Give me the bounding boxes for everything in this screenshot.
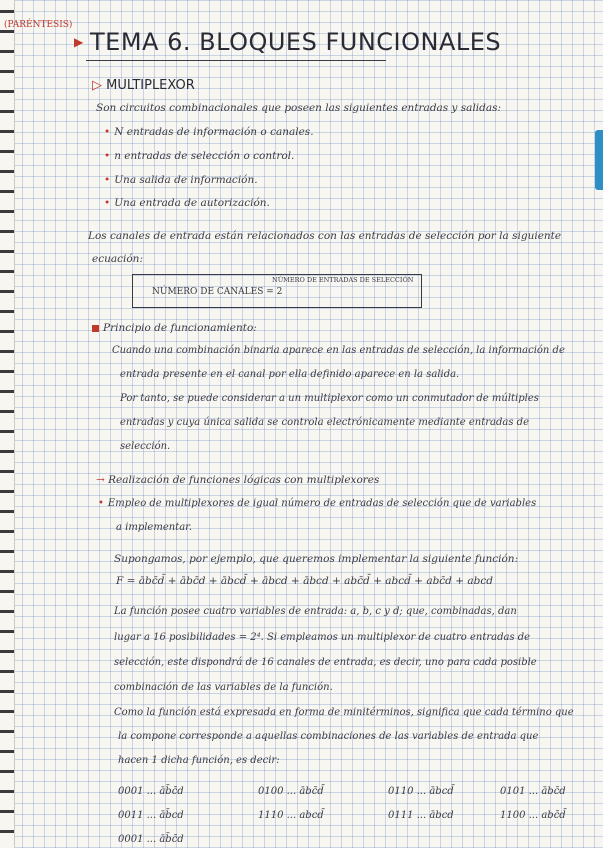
paragraph-line: La función posee cuatro variables de entrada: a, b, c y d; que, combinadas, dan (114, 606, 517, 617)
paragraph-line: Como la función está expresada en forma de minitérminos, significa que cada término que (114, 707, 574, 718)
minterm-cell: 0001 ... āb̄c̄d (118, 834, 184, 845)
bullet-item: • n entradas de selección o control. (104, 150, 295, 162)
square-bullet-icon (92, 325, 99, 332)
principle-line: entradas y cuya única salida se controla electrónicamente mediante entradas de (120, 417, 529, 428)
plus-sign: + (410, 575, 427, 587)
function-term: ābcd̄ (220, 575, 247, 587)
dot-bullet-icon: • (98, 498, 104, 509)
bullet-item: • Una salida de información. (104, 174, 258, 186)
dot-bullet-icon: • (104, 150, 111, 162)
function-term: abc̄d̄ (344, 575, 370, 587)
minterm-cell: 1110 ... abcd̄ (258, 810, 324, 821)
minterm-cell: 0001 ... āb̄c̄d (118, 786, 184, 797)
principle-line: Por tanto, se puede considerar a un multiplexor como un conmutador de múltiples (120, 393, 539, 404)
section-heading-multiplexor (92, 78, 195, 93)
minterm-cell: 0100 ... ābc̄d̄ (258, 786, 324, 797)
principle-heading: Principio de funcionamiento: (92, 322, 257, 334)
relation-line: Los canales de entrada están relacionados con las entradas de selección por la siguiente (88, 230, 562, 242)
bullet-item: • N entradas de información o canales. (104, 126, 314, 138)
formula-exponent: NÚMERO DE ENTRADAS DE SELECCIÓN (272, 276, 414, 284)
minterm-cell: 0111 ... ābcd (388, 810, 454, 821)
minterm-cell: 1100 ... abc̄d̄ (500, 810, 566, 821)
function-prefix: F = (116, 575, 136, 587)
plus-sign: + (246, 575, 262, 587)
plus-sign: + (287, 575, 304, 587)
plus-sign: + (328, 575, 345, 587)
arrow-bullet-icon: → (96, 474, 105, 486)
function-term: abc̄d (426, 575, 452, 587)
minterm-cell: 0101 ... ābc̄d (500, 786, 566, 797)
function-term: ābc̄d (179, 575, 206, 587)
plus-sign: + (369, 575, 386, 587)
dot-bullet-icon: • (104, 174, 111, 186)
suppose-line: Supongamos, por ejemplo, que queremos implementar la siguiente función: (114, 553, 519, 565)
usage-line: a implementar. (116, 522, 193, 533)
dot-bullet-icon: • (104, 197, 111, 209)
intro-line: Son circuitos combinacionales que poseen las siguientes entradas y salidas: (96, 102, 502, 114)
paragraph-line: la compone corresponde a aquellas combinaciones de las variables de entrada que (118, 731, 539, 742)
paragraph-line: selección, este dispondrá de 16 canales de entrada, es decir, uno para cada posible (114, 657, 537, 668)
triangle-bullet-icon: ▷ (92, 78, 102, 93)
paragraph-line: hacen 1 dicha función, es decir: (118, 755, 280, 766)
paragraph-line: combinación de las variables de la función. (114, 682, 333, 693)
spiral-binding (0, 0, 15, 848)
function-expression (116, 575, 493, 587)
margin-note: (PARÉNTESIS) (4, 20, 73, 30)
title-arrow-icon: ▶ (74, 35, 84, 49)
principle-line: selección. (120, 441, 171, 452)
paragraph-line: lugar a 16 posibilidades = 2⁴. Si empleamos un multiplexor de cuatro entradas de (114, 632, 531, 643)
bullet-item: • Una entrada de autorización. (104, 197, 270, 209)
title-underline (86, 60, 386, 61)
principle-line: Cuando una combinación binaria aparece en las entradas de selección, la información de (112, 345, 565, 356)
function-term: ābc̄d̄ (138, 575, 165, 587)
minterm-cell: 0011 ... āb̄cd (118, 810, 184, 821)
relation-line: ecuación: (92, 253, 143, 265)
section-title: MULTIPLEXOR (106, 78, 195, 93)
page-tab-marker (595, 130, 603, 190)
principle-line: entrada presente en el canal por ella definido aparece en la salida. (120, 369, 460, 380)
plus-sign: + (205, 575, 221, 587)
function-term: abcd̄ (385, 575, 411, 587)
dot-bullet-icon: • (104, 126, 111, 138)
function-term: ābcd (262, 575, 288, 587)
usage-line: • Empleo de multiplexores de igual número de entradas de selección que de variables (98, 498, 537, 509)
function-term: abcd (467, 575, 493, 587)
function-term: ābcd (303, 575, 329, 587)
formula-left: NÚMERO DE CANALES = 2 (152, 287, 283, 297)
realization-heading: → Realización de funciones lógicas con multiplexores (96, 474, 380, 486)
minterm-cell: 0110 ... ābcd̄ (388, 786, 454, 797)
page-title: TEMA 6. BLOQUES FUNCIONALES (90, 28, 502, 56)
plus-sign: + (451, 575, 468, 587)
plus-sign: + (164, 575, 180, 587)
